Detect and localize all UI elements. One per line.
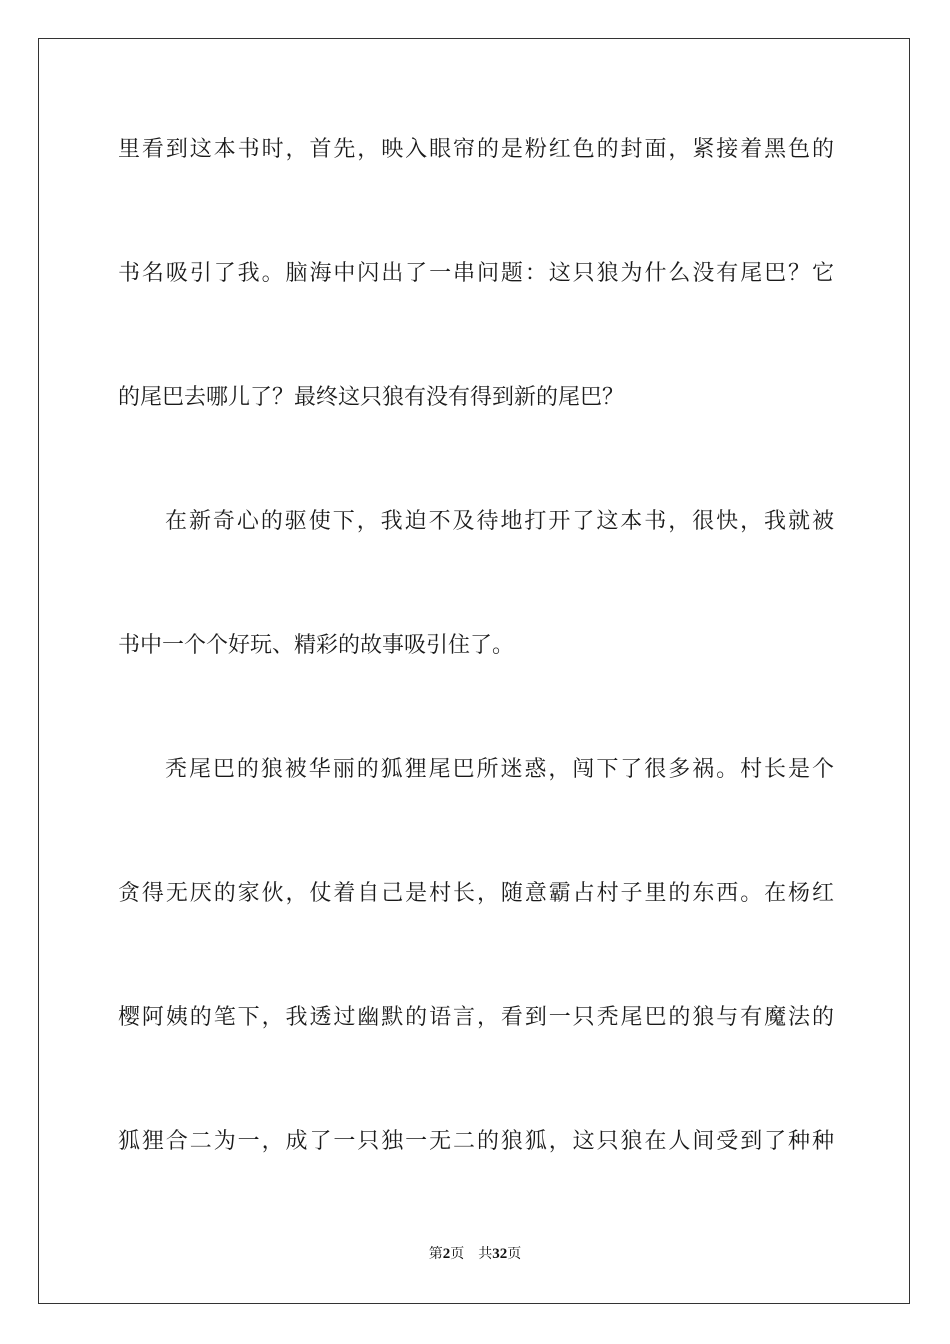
body-line-3: 的尾巴去哪儿了？最终这只狼有没有得到新的尾巴？ — [118, 385, 625, 410]
body-line-7: 贪得无厌的家伙，仗着自己是村长，随意霸占村子里的东西。在杨红 — [118, 881, 834, 906]
current-page-number: 2 — [442, 1246, 451, 1262]
total-page-count: 32 — [492, 1246, 508, 1262]
body-line-2: 书名吸引了我。脑海中闪出了一串问题：这只狼为什么没有尾巴？它 — [118, 261, 834, 286]
body-line-9: 狐狸合二为一，成了一只独一无二的狼狐，这只狼在人间受到了种种 — [118, 1129, 834, 1154]
page-footer — [0, 1244, 950, 1264]
body-line-8: 樱阿姨的笔下，我透过幽默的语言，看到一只秃尾巴的狼与有魔法的 — [118, 1005, 834, 1030]
body-line-1: 里看到这本书时，首先，映入眼帘的是粉红色的封面，紧接着黑色的 — [118, 137, 834, 162]
page-suffix: 页 — [450, 1246, 465, 1262]
page-prefix: 第 — [428, 1246, 443, 1262]
total-prefix: 共 — [478, 1246, 493, 1262]
body-line-4: 在新奇心的驱使下，我迫不及待地打开了这本书，很快，我就被 — [165, 509, 834, 534]
page-border — [38, 38, 910, 1304]
body-line-5: 书中一个个好玩、精彩的故事吸引住了。 — [118, 633, 515, 658]
total-suffix: 页 — [507, 1246, 522, 1262]
body-line-6: 秃尾巴的狼被华丽的狐狸尾巴所迷惑，闯下了很多祸。村长是个 — [165, 757, 834, 782]
